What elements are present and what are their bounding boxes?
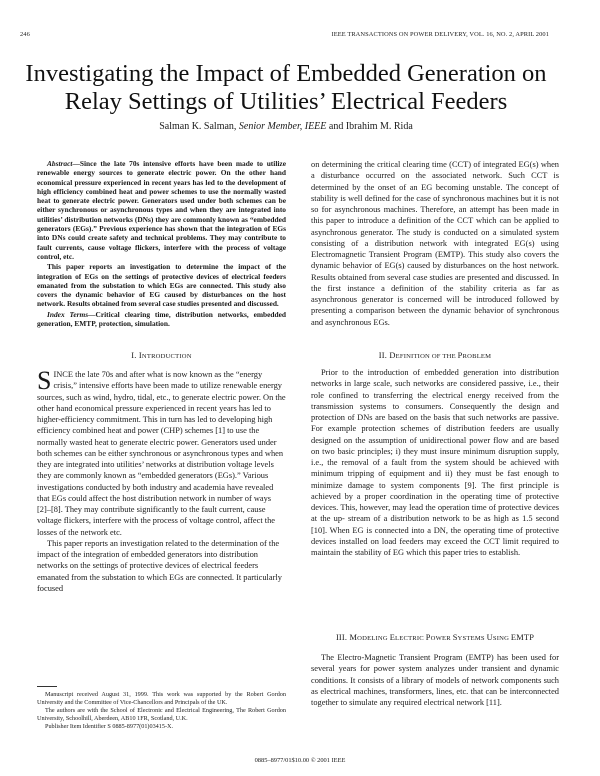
section-3-u: U [486,633,493,642]
section-3-emtp: EMTP [510,633,535,642]
paper-title: Investigating the Impact of Embedded Generation on Relay Settings of Utilities’ Electrical Feeders [25,60,547,115]
section-3-para-1: The Electro-Magnetic Transient Program (EMTP) has been used for several years for power system analyzes under transient and dynamic conditions. It consists of a library of models of network components such as electrical machines, transformers, lines, etc. that can be interconnected together to simulate any required electrical network [11]. [311,653,559,707]
index-terms-dash: — [88,309,96,319]
section-1-para-1-text: INCE the late 70s and after what is now known as the “energy crisis,” intensive efforts have been made to utilize renewable energy sources, such as wind, hydro, tidal, etc., to generate electric power. On the other hand economical pressure experienced in recent years has led to higher-efficiency commitment. This in turn has led to developing high efficiency combined heat and power (CHP) schemes [1] to use the normally wasted heat to generate electric power. Generators used under both schemes can be either synchronous or asynchronous types and when they are integrated into utilities’ networks at distribution voltage levels they are commonly known as “embedded generators (EGs).” Various investigations conducted by both industry and academia have revealed that EGs could affect the host distribution network in number of ways [2]–[8]. They may contribute significantly to the fault current, cause voltage flickers, interfere with the process of voltage control, affect the losses of the network etc. [37,370,286,537]
section-1-para-1 [37,366,286,538]
drop-cap: S [37,366,52,395]
section-3-p: P [425,633,431,642]
section-3-e: E [389,633,396,642]
section-3-m: M [349,633,358,642]
right-column-continuation [311,159,559,328]
author-line [20,121,552,132]
section-2-roblem: ROBLEM [462,353,492,360]
section-1-heading [37,351,286,360]
section-3-body [311,652,559,708]
section-3-numeral: III. [335,633,348,642]
index-terms-text: Critical clearing time, distribution networks, embedded generation, EMTP, protection, simulation. [37,309,287,329]
page-number: 246 [20,31,30,38]
section-1-numeral: I. [131,351,137,360]
section-2-p: P [457,351,463,360]
running-header: IEEE TRANSACTIONS ON POWER DELIVERY, VOL. 16, NO. 2, APRIL 2001 [331,31,549,38]
author-1: Salman K. Salman, [159,121,237,132]
section-2-para-1: Prior to the introduction of embedded generation into distribution networks in large scale, such networks are considered passive, i.e., their role confined to transferring the electrical energy received from the transmission systems to consumers. Consequently the design and protection of DNs are based on the basis that such networks are passive. For example protection schemes of distribution feeders are usually designed on the assumption of unidirectional power flow and are based on two basic principles; i) they must insure minimum disruption supply, i.e., the removal of a fault from the system should be achieved with minimum tripping of equipment and ii) they must be fast enough to minimize damage to system components [9]. The first principle is achieved by a proper coordination in the operating time of protective devices. This, however, may lead the operation time of protective devices at the up- stream of a distribution network to be as high as 1.5 second [10]. When EG is connected into a DN, the operating time of protective devices installed on load feeders may exceed the CCT limit required to maintain the stability of EG which this paper tries to establish. [311,368,559,557]
section-3-s: S [452,633,458,642]
author-2: and Ibrahim M. Rida [328,121,413,132]
section-1-title-rest: NTRODUCTION [141,353,192,360]
abstract-para-1 [37,159,286,261]
section-1-para-2: This paper reports an investigation related to the determination of the impact of the integration of embedded generators into distribution networks on the settings of protective devices of electrical feeders emanated from the substation to which EGs are connected. It particularly focused [37,538,282,593]
abstract-para-2: This paper reports an investigation to determine the impact of the integration of EGs on the settings of protective devices of electrical feeders emanated from the substation to which EGs are connected. This study also covers the dynamic behavior of EG caused by disturbances on the host network. Results obtained from several case studies presented and discussed. [37,262,286,309]
index-terms-label: Index Terms [47,309,89,319]
section-3-w5: SING [492,635,511,642]
index-terms [37,310,286,329]
abstract-text-1: Since the late 70s intensive efforts have been made to utilize renewable energy sources to generate electric power. On the other hand economical pressure experienced in recent years has led to the development of high efficiency combined heat and power schemes to use the normally wasted heat to generate electric power. Generators used under both schemes can be either synchronous or asynchronous types and when they are integrated into utilities’ distribution networks (DNs) they are commonly known as “embedded generators (EGs).” Previous experience has shown that the integration of EGs into DNs could create safety and technical problems. They may contribute to fault currents, cause voltage flickers, interfere with the process of voltage control, etc. [37,159,286,261]
section-2-efinition: EFINITION OF THE [395,353,458,360]
author-1-grade: Senior Member, IEEE [238,121,327,132]
abstract-dash: — [72,159,80,168]
abstract-label: Abstract [47,159,73,168]
footnote-identifier: Publisher Item Identifier S 0885-8977(01)03415-X. [45,723,174,730]
footnote-manuscript: Manuscript received August 31, 1999. This work was supported by the Robert Gordon University and the Committee of Vice-Chancellors and Principals of the UK. [37,691,286,706]
section-1-title-initial: I [138,351,142,360]
section-2-numeral: II. [378,351,388,360]
copyright-footer: 0885–8977/01$10.00 © 2001 IEEE [254,757,346,764]
section-2-body [311,367,559,558]
section-3-w3: OWER [430,635,453,642]
section-3-w2: LECTRIC [395,635,426,642]
abstract [37,159,286,328]
section-2-heading [311,351,559,360]
section-1-body [37,366,286,594]
section-3-w4: YSTEMS [457,635,487,642]
footnote-affiliation: The authors are with the School of Electronic and Electrical Engineering, The Robert Gordon University, Schoolhill, Aberdeen, AB10 1FR, Scotland, U.K. [37,707,286,722]
section-3-heading [311,633,559,642]
continuation-para: on determining the critical clearing time (CCT) of integrated EG(s) when a disturbance occurred on the associated network. Such CCT is determined by the onset of an EG becoming unstable. The concept of stability is well defined for the case of synchronous machines but it is not so for asynchronous machines. Therefore, an attempt has been made in this paper to introduce a definition of the CCT which can be applied to asynchronous generator. The study is conducted on a simulated system consisting of a distribution network with integrated EG(s) using Electromagnetic Transient Program (EMTP). This study also covers the dynamic behavior of EG(s) caused by disturbances on the host network. Results obtained from several case studies are presented and discussed. In the first instance a definition of the stability criteria as far as asynchronous generator is concerned will be introduced followed by presenting a comparison between the dynamic behavior of synchronous and asynchronous EGs. [311,160,559,327]
section-2-d: D [389,351,396,360]
footnote-rule [37,686,57,687]
section-3-w1: ODELING [357,635,390,642]
footnotes [37,691,286,731]
